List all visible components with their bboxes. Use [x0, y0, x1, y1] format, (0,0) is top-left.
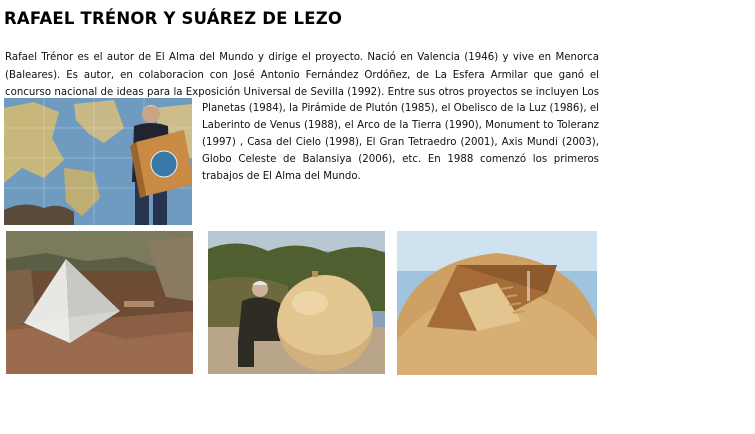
- wrap-paragraph: Planetas (1984), la Pirámide de Plutón (1985), el Obelisco de la Luz (1986), el Laberinto de Venus (1988), el Arco de la Tierra (1990), Monument to Toleranz (1997) , Casa del Cielo (1998), El Gran Tetraedro (2001), Axis Mundi (2003), Globo Celeste de Balansiya (2006), etc. En 1988 comenzó los primeros trabajos de El Alma del Mundo.: [202, 103, 599, 182]
- photo-artist-with-map: [4, 98, 192, 225]
- photo-stone-pyramid: [6, 231, 193, 374]
- intro-paragraph: Rafael Trénor es el autor de El Alma del Mundo y dirige el proyecto. Nació en Valencia (1946) y vive en Menorca (Baleares). Es autor, en colaboracion con José Antonio Fernández Ordóñez, de La Esfera Armilar que ganó el concurso nacional de ideas para la Exposición Universal de Sevilla (1992). Entre sus otros proyectos se incluyen Los: [5, 52, 599, 99]
- photo-man-with-sphere: [208, 231, 385, 374]
- page-title: RAFAEL TRÉNOR Y SUÁREZ DE LEZO: [4, 9, 343, 28]
- photo-carved-dome: [397, 231, 597, 375]
